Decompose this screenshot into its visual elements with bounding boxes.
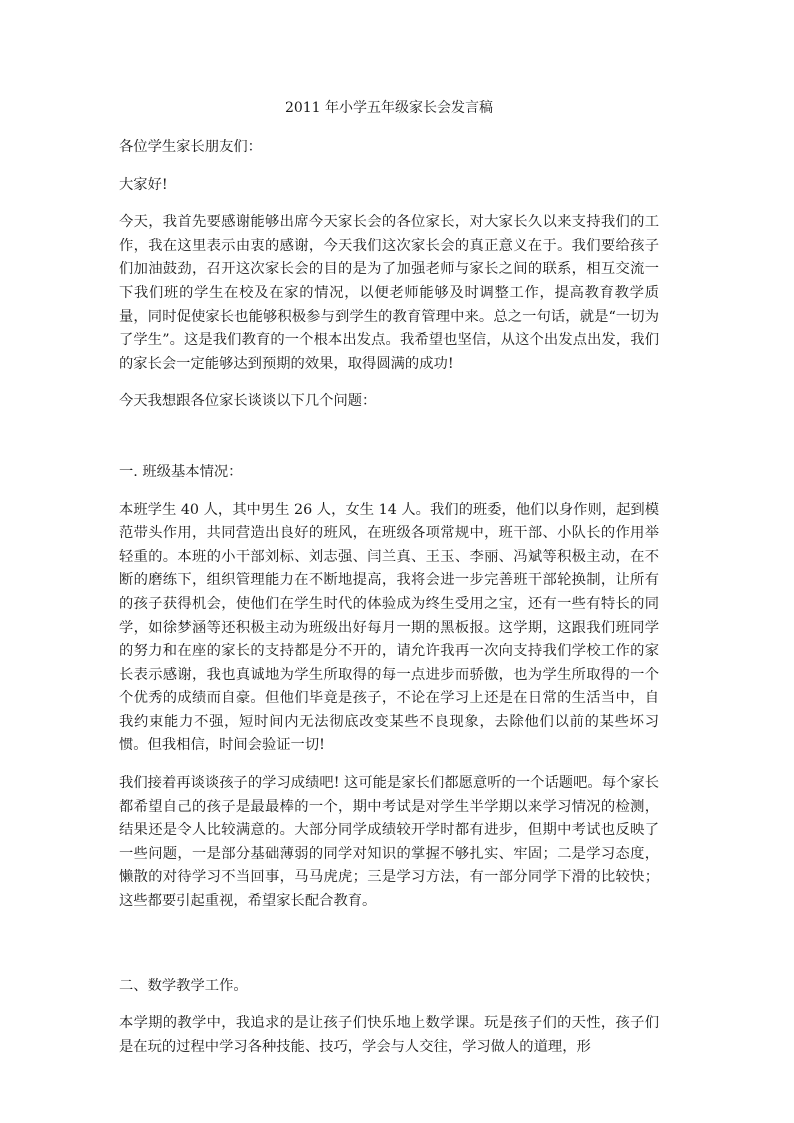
section-1-paragraph-2: 我们接着再谈谈孩子的学习成绩吧! 这可能是家长们都愿意听的一个话题吧。每个家长都希望自己的孩子是最最棒的一个，期中考试是对学生半学期以来学习情况的检测，结果还是令人比较满意的。大部分同学成绩较开学时都有进步，但期中考试也反映了一些问题，一是部分基础薄弱的同学对知识的掌握不够扎实、牢固；二是学习态度，懒散的对待学习不当回事，马马虎虎；三是学习方法，有一部分同学下滑的比较快；这些都要引起重视，希望家长配合教育。 [119, 775, 659, 910]
intro-paragraph: 今天，我首先要感谢能够出席今天家长会的各位家长，对大家长久以来支持我们的工作，我在这里表示由衷的感谢，今天我们这次家长会的真正意义在于。我们要给孩子们加油鼓劲，召开这次家长会的目的是为了加强老师与家长之间的联系，相互交流一下我们班的学生在校及在家的情况，以便老师能够及时调整工作，提高教育教学质量，同时促使家长也能够积极参与到学生的教育管理中来。总之一句话，就是“一切为了学生”。这是我们教育的一个根本出发点。我希望也坚信，从这个出发点出发，我们的家长会一定能够达到预期的效果，取得圆满的成功! [119, 214, 659, 372]
salutation: 各位学生家长朋友们： [119, 139, 262, 155]
section-1-paragraph-1: 本班学生 40 人，其中男生 26 人，女生 14 人。我们的班委，他们以身作则，起到模范带头作用，共同营造出良好的班风，在班级各项常规中，班干部、小队长的作用举轻重的。本班的小干部刘标、刘志强、闫兰真、王玉、李丽、冯斌等积极主动，在不断的磨练下，组织管理能力在不断地提高，我将会进一步完善班干部轮换制，让所有的孩子获得机会，使他们在学生时代的体验成为终生受用之宝，还有一些有特长的同学，如徐梦涵等还积极主动为班级出好每月一期的黑板报。这学期，这跟我们班同学的努力和在座的家长的支持都是分不开的，请允许我再一次向支持我们学校工作的家长表示感谢，我也真诚地为学生所取得的每一点进步而骄傲，也为学生所取得的一个个优秀的成绩而自豪。但他们毕竟是孩子，不论在学习上还是在日常的生活当中，自我约束能力不强，短时间内无法彻底改变某些不良现象，去除他们以前的某些坏习惯。但我相信，时间会验证一切! [119, 501, 659, 754]
section-1-heading: 一. 班级基本情况： [119, 463, 243, 480]
section-spacer [119, 414, 659, 461]
lead-paragraph: 今天我想跟各位家长谈谈以下几个问题： [119, 393, 377, 410]
section-2-paragraph-1: 本学期的教学中，我追求的是让孩子们快乐地上数学课。玩是孩子们的天性，孩子们是在玩的过程中学习各种技能、技巧，学会与人交往，学习做人的道理，形 [119, 1015, 659, 1055]
document-page [119, 98, 659, 1073]
document-title: 2011 年小学五年级家长会发言稿 [284, 100, 494, 116]
section-2-heading: 二、数学教学工作。 [119, 977, 248, 994]
greeting: 大家好! [119, 176, 168, 193]
section-spacer [119, 928, 659, 975]
